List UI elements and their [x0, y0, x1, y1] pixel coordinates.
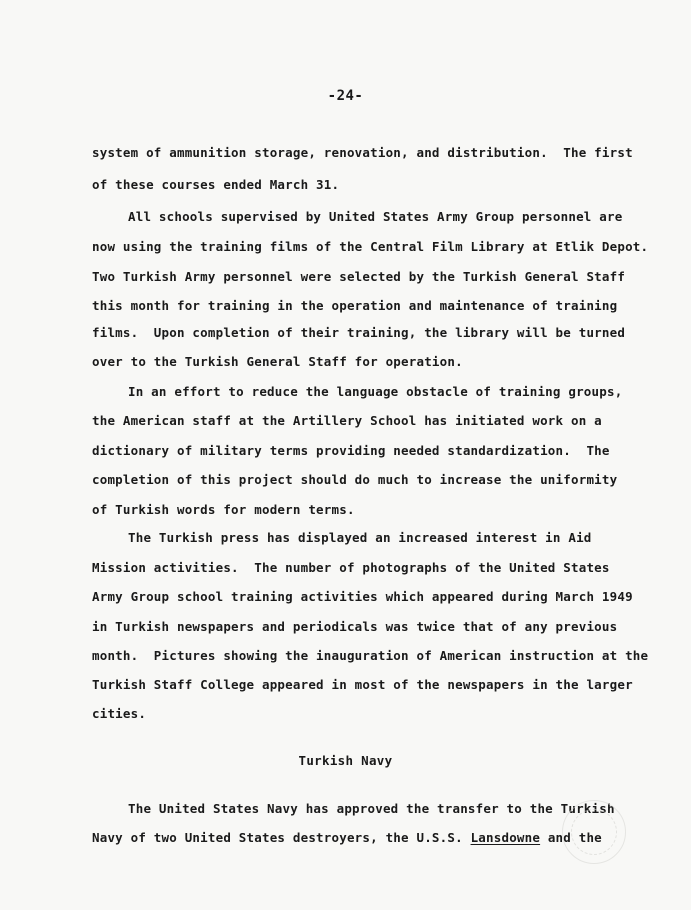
text-segment: Navy of two United States destroyers, the U.S.S. [92, 830, 471, 845]
text-line [92, 830, 602, 845]
text-line: Mission activities. The number of photographs of the United States [92, 560, 610, 575]
text-line: completion of this project should do much to increase the uniformity [92, 472, 618, 487]
text-line: In an effort to reduce the language obstacle of training groups, [128, 384, 623, 399]
text-line: dictionary of military terms providing needed standardization. The [92, 443, 610, 458]
text-line: now using the training films of the Central Film Library at Etlik Depot. [92, 239, 649, 254]
text-line: the American staff at the Artillery School has initiated work on a [92, 413, 602, 428]
text-line: The Turkish press has displayed an increased interest in Aid [128, 530, 592, 545]
text-line: All schools supervised by United States Army Group personnel are [128, 209, 623, 224]
text-line: this month for training in the operation and maintenance of training [92, 298, 618, 313]
text-segment: and the [540, 830, 602, 845]
text-line: over to the Turkish General Staff for operation. [92, 354, 463, 369]
text-line: Army Group school training activities which appeared during March 1949 [92, 589, 633, 604]
text-line: cities. [92, 706, 147, 721]
ship-name: Lansdowne [470, 830, 541, 845]
text-line: Two Turkish Army personnel were selected by the Turkish General Staff [92, 269, 626, 284]
page-number: -24- [327, 88, 364, 104]
text-line: The United States Navy has approved the transfer to the Turkish [128, 801, 615, 816]
section-heading: Turkish Navy [298, 753, 393, 768]
text-line: of these courses ended March 31. [92, 177, 340, 192]
text-line: Turkish Staff College appeared in most of the newspapers in the larger [92, 677, 633, 692]
text-line: system of ammunition storage, renovation, and distribution. The first [92, 145, 633, 160]
library-stamp [562, 800, 626, 864]
text-line: of Turkish words for modern terms. [92, 502, 355, 517]
text-line: month. Pictures showing the inauguration of American instruction at the [92, 648, 649, 663]
text-line: in Turkish newspapers and periodicals was twice that of any previous [92, 619, 618, 634]
text-line: films. Upon completion of their training, the library will be turned [92, 325, 626, 340]
